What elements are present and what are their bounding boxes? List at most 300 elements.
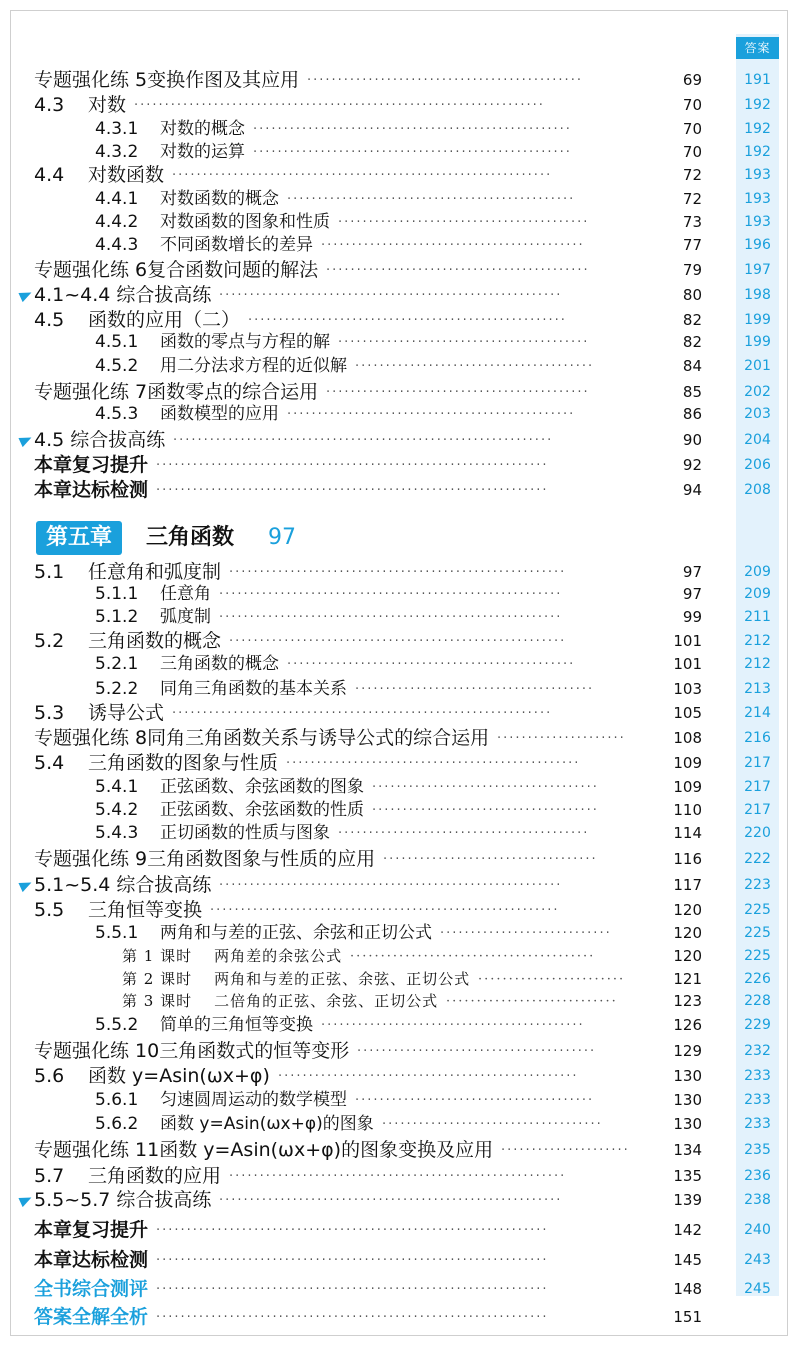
dot-leader: ······························································ (173, 432, 554, 448)
toc-entry-page: 142 (673, 1221, 702, 1239)
toc-entry-answer-page: 203 (744, 406, 771, 422)
toc-entry-page: 103 (673, 680, 702, 698)
dot-leader: ······································· (355, 358, 595, 374)
toc-entry-title: 诱导公式 (88, 701, 165, 724)
toc-entry[interactable] (20, 118, 780, 140)
toc-entry-label (95, 188, 279, 210)
toc-entry-number: 4.5.1 (95, 331, 139, 352)
toc-entry-title: 对数的概念 (160, 118, 245, 139)
toc-entry[interactable] (20, 258, 780, 282)
dot-leader: ································································ (156, 1309, 549, 1325)
toc-entry-answer-page: 193 (744, 214, 771, 230)
toc-entry-page: 97 (682, 585, 702, 603)
toc-entry[interactable] (20, 991, 780, 1011)
dot-leader: ···················································· (248, 312, 567, 328)
toc-entry-answer-page: 197 (744, 262, 771, 278)
toc-entry-title: 正弦函数、余弦函数的性质 (160, 799, 364, 820)
toc-entry-label (95, 118, 245, 140)
toc-entry-page: 70 (682, 96, 702, 114)
dot-leader: ··············································· (287, 406, 576, 422)
toc-entry-answer-page: 232 (744, 1043, 771, 1059)
toc-entry-label (95, 678, 347, 700)
toc-entry-page: 121 (673, 970, 702, 988)
toc-entry-label (122, 969, 470, 989)
dot-leader: ····················· (501, 1142, 630, 1158)
toc-entry-title: 两角和与差的正弦、余弦和正切公式 (160, 922, 432, 943)
toc-entry-label (34, 1188, 211, 1212)
toc-entry-page: 70 (682, 120, 702, 138)
toc-entry-title: 函数零点的综合运用 (147, 380, 319, 403)
toc-entry-page: 126 (673, 1016, 702, 1034)
toc-entry-answer-page: 199 (744, 312, 771, 328)
toc-entry-page: 97 (682, 563, 702, 581)
dot-leader: ························································ (219, 609, 563, 625)
dot-leader: ························································ (219, 586, 563, 602)
dot-leader: ··········································· (321, 1017, 585, 1033)
toc-entry-title: 本章达标检测 (34, 1248, 149, 1271)
toc-entry-page: 94 (682, 481, 702, 499)
toc-entry-label (34, 308, 240, 332)
toc-entry-title: 简单的三角恒等变换 (160, 1014, 313, 1035)
toc-entry-number: 4.5 (34, 308, 65, 331)
toc-entry-page: 116 (673, 850, 702, 868)
toc-entry-label (34, 1164, 221, 1188)
dot-leader: ································································ (156, 457, 549, 473)
toc-entry-number: 5.6.1 (95, 1089, 139, 1110)
dot-leader: ························ (478, 971, 626, 987)
toc-entry[interactable] (20, 1305, 780, 1329)
dot-leader: ························································ (219, 877, 563, 893)
toc-entry-title: 三角函数图象与性质的应用 (147, 847, 376, 870)
dot-leader: ··········································· (321, 237, 585, 253)
toc-entry-answer-page: 192 (744, 144, 771, 160)
dot-leader: ······················································· (229, 633, 567, 649)
dot-leader: ································································ (156, 482, 549, 498)
toc-entry[interactable] (20, 1064, 780, 1088)
dot-leader: ······································· (355, 1092, 595, 1108)
toc-entry-number: 专题强化练 7 (34, 380, 148, 403)
chapter-heading[interactable] (36, 521, 736, 555)
toc-entry-title: 函数的零点与方程的解 (160, 331, 330, 352)
dot-leader: ······································· (357, 1043, 597, 1059)
toc-entry-title: 对数 (88, 93, 127, 116)
toc-entry[interactable] (20, 946, 780, 966)
toc-entry-page: 120 (673, 901, 702, 919)
toc-entry[interactable] (20, 453, 780, 477)
toc-entry[interactable] (20, 799, 780, 821)
toc-entry-page: 110 (673, 801, 702, 819)
toc-entry-answer-page: 233 (744, 1116, 771, 1132)
dot-leader: ····················· (497, 730, 626, 746)
toc-entry-title: 三角函数的应用 (88, 1164, 222, 1187)
toc-entry[interactable] (20, 847, 780, 871)
toc-entry-answer-page: 214 (744, 705, 771, 721)
toc-entry-title: 5.1~5.4 综合拔高练 (34, 873, 212, 896)
toc-entry-number: 5.1 (34, 560, 65, 583)
toc-entry-answer-page: 236 (744, 1168, 771, 1184)
toc-entry-answer-page: 212 (744, 633, 771, 649)
toc-entry[interactable] (20, 428, 780, 452)
toc-entry-page: 77 (682, 236, 702, 254)
toc-entry-label (95, 799, 364, 821)
dot-leader: ················································ (286, 755, 581, 771)
toc-entry-title: 同角三角函数关系与诱导公式的综合运用 (147, 726, 490, 749)
toc-entry-title: 三角函数的概念 (88, 629, 222, 652)
toc-entry-answer-page: 223 (744, 877, 771, 893)
toc-entry-title: 5.5~5.7 综合拔高练 (34, 1188, 212, 1211)
toc-entry[interactable] (20, 1164, 780, 1188)
toc-entry-title: 任意角 (160, 583, 211, 604)
dot-leader: ···················································· (253, 144, 572, 160)
toc-entry-page: 90 (682, 431, 702, 449)
toc-entry-answer-page: 213 (744, 681, 771, 697)
toc-entry-label (95, 1113, 374, 1135)
toc-entry-page: 117 (673, 876, 702, 894)
toc-entry-title: 函数模型的应用 (160, 403, 279, 424)
answer-column-header: 答案 (736, 37, 779, 59)
toc-entry-label (34, 898, 202, 922)
toc-entry-page: 101 (673, 632, 702, 650)
toc-entry-label (122, 946, 342, 966)
toc-entry-answer-page: 229 (744, 1017, 771, 1033)
toc-entry-page: 101 (673, 655, 702, 673)
dot-leader: ··································· (383, 851, 598, 867)
toc-entry-title: 不同函数增长的差异 (160, 234, 313, 255)
toc-entry-number: 专题强化练 10 (34, 1039, 160, 1062)
toc-entry-label (34, 258, 318, 282)
toc-entry-answer-page: 202 (744, 384, 771, 400)
toc-entry-title: 函数 y=Asin(ωx+φ)的图象变换及应用 (159, 1138, 494, 1161)
toc-entry-label (34, 701, 164, 725)
toc-entry-answer-page: 245 (744, 1281, 771, 1297)
toc-entry-answer-page: 211 (744, 609, 771, 625)
toc-entry-answer-page: 233 (744, 1092, 771, 1108)
toc-entry-answer-page: 222 (744, 851, 771, 867)
toc-entry-title: 正切函数的性质与图象 (160, 822, 330, 843)
toc-entry-title: 三角函数的概念 (160, 653, 279, 674)
toc-entry-page: 139 (673, 1191, 702, 1209)
toc-entry-label (95, 403, 279, 425)
dot-leader: ························································ (219, 1192, 563, 1208)
toc-entry-label (95, 922, 432, 944)
toc-entry-number: 5.4.3 (95, 822, 139, 843)
toc-entry-number: 4.5.2 (95, 355, 139, 376)
dot-leader: ···································· (382, 1116, 603, 1132)
toc-entry[interactable] (20, 560, 780, 584)
toc-entry-label (34, 1248, 148, 1272)
toc-entry-title: 函数 y=Asin(ωx+φ) (88, 1064, 270, 1087)
toc-entry[interactable] (20, 403, 780, 425)
toc-entry-page: 70 (682, 143, 702, 161)
toc-entry-answer-page: 225 (744, 948, 771, 964)
dot-leader: ································································ (156, 1222, 549, 1238)
dot-leader: ······························································ (172, 167, 553, 183)
toc-entry-answer-page: 228 (744, 993, 771, 1009)
toc-entry-page: 135 (673, 1167, 702, 1185)
toc-entry-title: 答案全解全析 (34, 1305, 149, 1328)
toc-entry[interactable] (20, 726, 780, 750)
toc-entry[interactable] (20, 141, 780, 163)
toc-entry-title: 函数 y=Asin(ωx+φ)的图象 (160, 1113, 374, 1134)
toc-entry[interactable] (20, 1248, 780, 1272)
toc-entry-answer-page: 198 (744, 287, 771, 303)
toc-entry-label (34, 453, 148, 477)
toc-entry[interactable] (20, 188, 780, 210)
toc-entry-title: 匀速圆周运动的数学模型 (160, 1089, 347, 1110)
toc-entry-label (95, 606, 211, 628)
toc-entry[interactable] (20, 653, 780, 675)
toc-entry-number: 5.2.2 (95, 678, 139, 699)
toc-entry-page: 134 (673, 1141, 702, 1159)
toc-entry-title: 4.5 综合拔高练 (34, 428, 166, 451)
toc-entry-page: 72 (682, 166, 702, 184)
toc-entry-title: 对数函数的图象和性质 (160, 211, 330, 232)
toc-entry-title: 4.1~4.4 综合拔高练 (34, 283, 212, 306)
toc-entry[interactable] (20, 308, 780, 332)
toc-entry-label (34, 380, 318, 404)
toc-entry-answer-page: 209 (744, 586, 771, 602)
toc-entry-answer-page: 240 (744, 1222, 771, 1238)
toc-entry-title: 变换作图及其应用 (147, 68, 300, 91)
toc-entry-label (34, 1039, 349, 1063)
toc-entry-answer-page: 225 (744, 902, 771, 918)
toc-entry-answer-page: 193 (744, 191, 771, 207)
toc-entry[interactable] (20, 583, 780, 605)
toc-entry-label (34, 1305, 148, 1329)
toc-entry[interactable] (20, 1188, 780, 1212)
dot-leader: ··········································· (326, 262, 590, 278)
toc-entry-number: 5.4.2 (95, 799, 139, 820)
toc-entry-page: 114 (673, 824, 702, 842)
toc-entry-page: 151 (673, 1308, 702, 1326)
toc-entry[interactable] (20, 629, 780, 653)
toc-entry-label (95, 355, 347, 377)
toc-entry-title: 两角和与差的正弦、余弦、正切公式 (214, 969, 471, 988)
toc-entry-number: 专题强化练 8 (34, 726, 148, 749)
toc-entry-title: 两角差的余弦公式 (214, 946, 343, 965)
toc-entry-number: 5.4 (34, 751, 65, 774)
toc-entry-answer-page: 196 (744, 237, 771, 253)
chapter-title: 三角函数 (146, 525, 235, 550)
toc-entry[interactable] (20, 751, 780, 775)
toc-entry-number: 第 3 课时 (122, 991, 193, 1010)
toc-entry-number: 第 2 课时 (122, 969, 193, 988)
toc-entry[interactable] (20, 355, 780, 377)
toc-entry-label (95, 211, 330, 233)
toc-entry-page: 79 (682, 261, 702, 279)
dot-leader: ······································· (355, 681, 595, 697)
toc-entry-label (34, 1138, 493, 1162)
toc-entry[interactable] (20, 283, 780, 307)
toc-entry[interactable] (20, 776, 780, 798)
toc-entry-page: 130 (673, 1067, 702, 1085)
toc-entry-page: 109 (673, 754, 702, 772)
toc-entry-answer-page: 212 (744, 656, 771, 672)
toc-entry[interactable] (20, 969, 780, 989)
dot-leader: ························································· (210, 902, 560, 918)
toc-entry-answer-page: 201 (744, 358, 771, 374)
toc-entry-label (122, 991, 438, 1011)
toc-entry-page: 120 (673, 924, 702, 942)
toc-entry-page: 123 (673, 992, 702, 1010)
toc-entry[interactable] (20, 606, 780, 628)
toc-entry-number: 5.6.2 (95, 1113, 139, 1134)
toc-entry-page: 82 (682, 311, 702, 329)
toc-entry-answer-page: 233 (744, 1068, 771, 1084)
toc-entry-number: 专题强化练 9 (34, 847, 148, 870)
dot-leader: ································································ (156, 1281, 549, 1297)
toc-entry-title: 三角恒等变换 (88, 898, 203, 921)
toc-entry-page: 129 (673, 1042, 702, 1060)
toc-entry-title: 任意角和弧度制 (88, 560, 222, 583)
toc-entry[interactable] (20, 822, 780, 844)
toc-entry-label (95, 583, 211, 605)
toc-entry-title: 函数的应用（二） (88, 308, 241, 331)
toc-entry-answer-page: 206 (744, 457, 771, 473)
toc-entry-answer-page: 193 (744, 167, 771, 183)
toc-entry-label (34, 1064, 270, 1088)
toc-entry-answer-page: 217 (744, 779, 771, 795)
dot-leader: ········································· (338, 214, 590, 230)
toc-entry-page: 85 (682, 383, 702, 401)
toc-entry-title: 全书综合测评 (34, 1277, 149, 1300)
toc-entry-label (34, 726, 489, 750)
toc-entry[interactable] (20, 211, 780, 233)
toc-entry-number: 5.2.1 (95, 653, 139, 674)
toc-entry[interactable] (20, 68, 780, 92)
toc-entry[interactable] (20, 922, 780, 944)
toc-entry-page: 80 (682, 286, 702, 304)
toc-entry-title: 三角函数的图象与性质 (88, 751, 279, 774)
toc-entry[interactable] (20, 898, 780, 922)
toc-entry[interactable] (20, 1218, 780, 1242)
toc-entry-page: 108 (673, 729, 702, 747)
toc-entry-number: 5.5.1 (95, 922, 139, 943)
toc-entry-answer-page: 199 (744, 334, 771, 350)
toc-entry[interactable] (20, 380, 780, 404)
dot-leader: ········································· (338, 825, 590, 841)
dot-leader: ········································· (338, 334, 590, 350)
dot-leader: ··································································· (134, 97, 545, 113)
toc-entry-label (34, 751, 278, 775)
toc-entry-number: 专题强化练 11 (34, 1138, 160, 1161)
toc-entry-page: 130 (673, 1091, 702, 1109)
toc-entry-answer-page: 217 (744, 755, 771, 771)
toc-entry-title: 对数函数的概念 (160, 188, 279, 209)
toc-entry-number: 5.7 (34, 1164, 65, 1187)
toc-entry-answer-page: 209 (744, 564, 771, 580)
toc-entry-number: 5.4.1 (95, 776, 139, 797)
toc-entry[interactable] (20, 678, 780, 700)
dot-leader: ··············································· (287, 656, 576, 672)
toc-entry[interactable] (20, 331, 780, 353)
toc-entry-label (34, 1218, 148, 1242)
paper-plane-icon (18, 433, 33, 447)
toc-entry-answer-page: 243 (744, 1252, 771, 1268)
toc-entry-title: 复合函数问题的解法 (147, 258, 319, 281)
toc-entry-label (34, 428, 165, 452)
toc-entry[interactable] (20, 163, 780, 187)
dot-leader: ··········································· (326, 384, 590, 400)
toc-entry-page: 148 (673, 1280, 702, 1298)
dot-leader: ················································· (278, 1068, 579, 1084)
toc-entry[interactable] (20, 873, 780, 897)
toc-entry[interactable] (20, 1014, 780, 1036)
paper-plane-icon (18, 288, 33, 302)
toc-entry-label (95, 331, 330, 353)
toc-entry-number: 5.5 (34, 898, 65, 921)
toc-entry[interactable] (20, 478, 780, 502)
toc-entry-number: 5.5.2 (95, 1014, 139, 1035)
toc-entry-number: 5.2 (34, 629, 65, 652)
toc-entry[interactable] (20, 1113, 780, 1135)
toc-entry-number: 专题强化练 5 (34, 68, 148, 91)
toc-entry[interactable] (20, 1039, 780, 1063)
toc-entry-label (95, 822, 330, 844)
toc-entry[interactable] (20, 701, 780, 725)
toc-entry-number: 5.1.1 (95, 583, 139, 604)
dot-leader: ············································· (307, 72, 583, 88)
toc-entry-label (95, 234, 313, 256)
paper-plane-icon (18, 1193, 33, 1207)
toc-entry-title: 三角函数式的恒等变形 (159, 1039, 350, 1062)
toc-entry-label (34, 68, 299, 92)
toc-entry[interactable] (20, 93, 780, 117)
toc-entry-answer-page: 208 (744, 482, 771, 498)
dot-leader: ········································ (350, 948, 596, 964)
paper-plane-icon (18, 878, 33, 892)
toc-entry-answer-page: 204 (744, 432, 771, 448)
toc-entry-label (34, 873, 211, 897)
toc-entry-label (95, 653, 279, 675)
toc-entry-answer-page: 192 (744, 121, 771, 137)
toc-entry-page: 86 (682, 405, 702, 423)
toc-entry[interactable] (20, 1138, 780, 1162)
dot-leader: ··············································· (287, 191, 576, 207)
dot-leader: ···························· (446, 993, 618, 1009)
toc-entry-label (34, 478, 148, 502)
toc-entry-number: 4.5.3 (95, 403, 139, 424)
toc-entry-title: 弧度制 (160, 606, 211, 627)
toc-entry-label (34, 163, 164, 187)
toc-entry-title: 对数的运算 (160, 141, 245, 162)
toc-entry-number: 4.3 (34, 93, 65, 116)
toc-entry-label (95, 141, 245, 163)
toc-entry-number: 4.3.2 (95, 141, 139, 162)
dot-leader: ······························································ (172, 705, 553, 721)
toc-entry-label (34, 283, 211, 307)
toc-entry[interactable] (20, 1277, 780, 1301)
toc-entry-title: 用二分法求方程的近似解 (160, 355, 347, 376)
toc-entry-title: 本章复习提升 (34, 453, 149, 476)
toc-entry-title: 对数函数 (88, 163, 165, 186)
toc-entry[interactable] (20, 1089, 780, 1111)
toc-entry[interactable] (20, 234, 780, 256)
toc-entry-answer-page: 216 (744, 730, 771, 746)
toc-entry-number: 4.4.1 (95, 188, 139, 209)
toc-entry-label (95, 1089, 347, 1111)
toc-entry-page: 130 (673, 1115, 702, 1133)
toc-entry-number: 5.3 (34, 701, 65, 724)
chapter-badge: 第五章 (36, 521, 122, 555)
toc-entry-page: 82 (682, 333, 702, 351)
toc-entry-answer-page: 226 (744, 971, 771, 987)
toc-entry-title: 正弦函数、余弦函数的图象 (160, 776, 364, 797)
toc-entry-label (34, 1277, 148, 1301)
toc-entry-label (95, 1014, 313, 1036)
toc-entry-answer-page: 238 (744, 1192, 771, 1208)
toc-entry-page: 84 (682, 357, 702, 375)
